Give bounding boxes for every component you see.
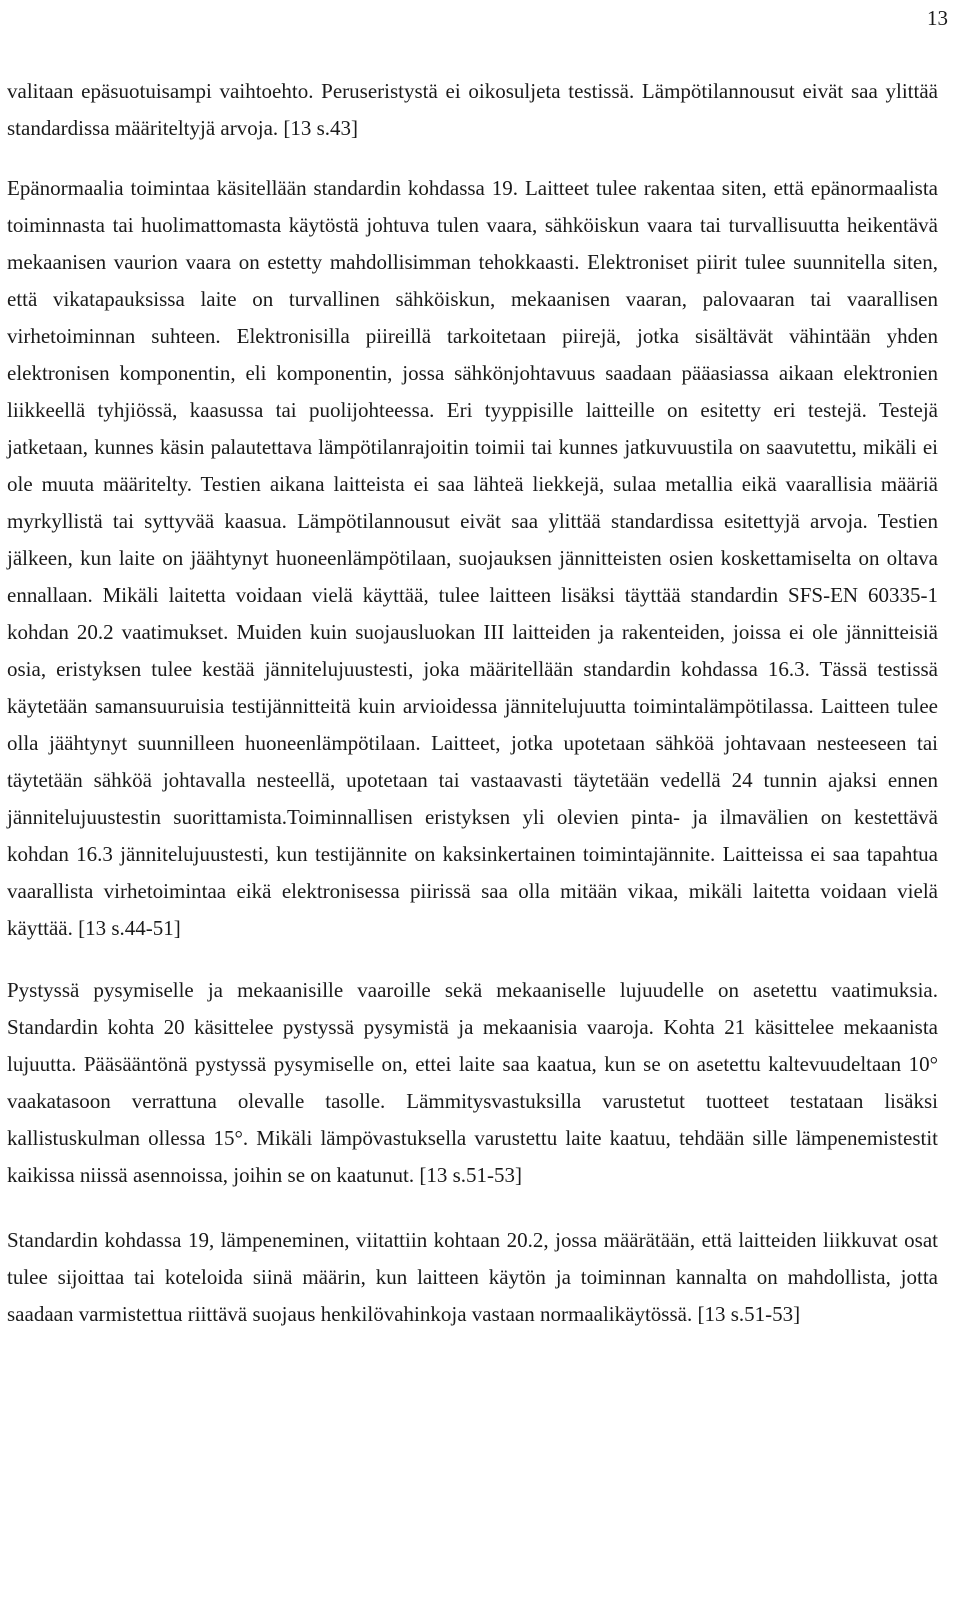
paragraph-2: Epänormaalia toimintaa käsitellään standardin kohdassa 19. Laitteet tulee rakentaa siten, että epänormaalista toiminnasta tai huolimattomasta käytöstä johtuva tulen vaara, sähköiskun vaara tai turvallisuutta heikentävä mekaanisen vaurion vaara on estetty mahdollisimman tehokkaasti. Elektroniset piirit tulee suunnitella siten, että vikatapauksissa laite on turvallinen sähköiskun, mekaanisen vaaran, palovaaran tai vaarallisen virhetoiminnan suhteen. Elektronisilla piireillä tarkoitetaan piirejä, jotka sisältävät vähintään yhden elektronisen komponentin, eli komponentin, jossa sähkönjohtavuus saadaan pääasiassa aikaan elektronien liikkeellä tyhjiössä, kaasussa tai puolijohteessa. Eri tyyppisille laitteille on esitetty eri testejä. Testejä jatketaan, kunnes käsin palautettava lämpötilanrajoitin toimii tai kunnes jatkuvuustila on saavutettu, mikäli ei ole muuta määritelty. Testien aikana laitteista ei saa lähteä liekkejä, sulaa metallia eikä vaarallisia määriä myrkyllistä tai syttyvää kaasua. Lämpötilannousut eivät saa ylittää standardissa esitettyjä arvoja. Testien jälkeen, kun laite on jäähtynyt huoneenlämpötilaan, suojauksen jännitteisten osien koskettamiselta on oltava ennallaan. Mikäli laitetta voidaan vielä käyttää, tulee laitteen lisäksi täyttää standardin SFS-EN 60335-1 kohdan 20.2 vaatimukset. Muiden kuin suojausluokan III laitteiden ja rakenteiden, joissa ei ole jännitteisiä osia, eristyksen tulee kestää jännitelujuustesti, joka määritellään standardin kohdassa 16.3. Tässä testissä käytetään samansuuruisia testijännitteitä kuin arvioidessa jännitelujuutta toimintalämpötilassa. Laitteen tulee olla jäähtynyt suunnilleen huoneenlämpötilaan. Laitteet, jotka upotetaan sähköä johtavaan nesteeseen tai täytetään sähköä johtavalla nesteellä, upotetaan tai vastaavasti täytetään vedellä 24 tunnin ajaksi ennen jännitelujuustestin suorittamista.Toiminnallisen eristyksen yli olevien pinta- ja ilmavälien on kestettävä kohdan 16.3 jännitelujuustesti, kun testijännite on kaksinkertainen toimintajännite. Laitteissa ei saa tapahtua vaarallista virhetoimintaa eikä elektronisessa piirissä saa olla mitään vikaa, mikäli laitetta voidaan vielä käyttää. [13 s.44-51]: [7, 176, 938, 940]
paragraph-3: Pystyssä pysymiselle ja mekaanisille vaaroille sekä mekaaniselle lujuudelle on asetettu vaatimuksia. Standardin kohta 20 käsittelee pystyssä pysymistä ja mekaanisia vaaroja. Kohta 21 käsittelee mekaanista lujuutta. Pääsääntönä pystyssä pysymiselle on, ettei laite saa kaatua, kun se on asetettu kaltevuudeltaan 10° vaakatasoon verrattuna olevalle tasolle. Lämmitysvastuksilla varustetut tuotteet testataan lisäksi kallistuskulman ollessa 15°. Mikäli lämpövastuksella varustettu laite kaatuu, tehdään sille lämpenemistestit kaikissa niissä asennoissa, joihin se on kaatunut. [13 s.51-53]: [7, 978, 938, 1187]
body-text: [7, 73, 938, 1333]
paragraph-4: Standardin kohdassa 19, lämpeneminen, viitattiin kohtaan 20.2, jossa määrätään, että laitteiden liikkuvat osat tulee sijoittaa tai koteloida siinä määrin, kun laitteen käytön ja toiminnan kannalta on mahdollista, jotta saadaan varmistettua riittävä suojaus henkilövahinkoja vastaan normaalikäytössä. [13 s.51-53]: [7, 1228, 938, 1326]
paragraph-1: valitaan epäsuotuisampi vaihtoehto. Peruseristystä ei oikosuljeta testissä. Lämpötilannousut eivät saa ylittää standardissa määriteltyjä arvoja. [13 s.43]: [7, 79, 938, 140]
page-number: 13: [927, 6, 948, 30]
